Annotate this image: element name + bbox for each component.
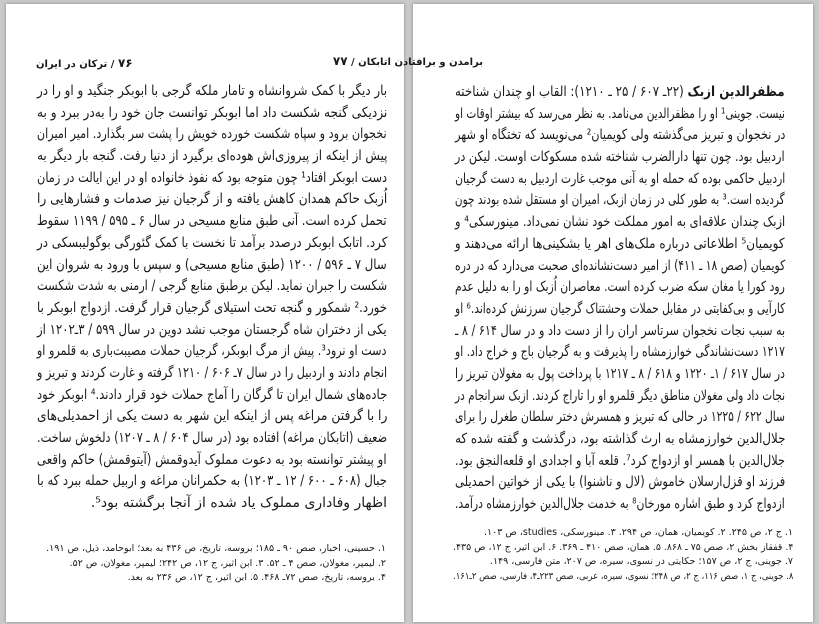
section-heading: مظفرالدین ازبک: [687, 84, 785, 100]
text-line: سال ۷ ـ ۵۹۶ / ۱۲۰۰ (طبق منابع مسیحی) و سپس با ورود به شروان این: [37, 256, 387, 273]
running-title: برامدن و برافتادن اتابکان: [358, 57, 483, 68]
text-line: یکی از دختران شاه گرجستان موجب نشد دوین در سال ۵۹۹ / ۳ـ۱۲۰۲ از: [37, 321, 387, 338]
text-line: سال ۶۲۲ / ۱۲۲۵ در حالی که تبریز و همسرش دختر سلطان طغرل را برای: [454, 409, 785, 426]
footnote-line: ۲. لیمپر، مغولان، صص ۴ ـ ۵۲. ۳. ابن اثیر، ج ۱۲، ص ۲۴۲؛ لیمپر، مغولان، ص ۵۲.: [69, 557, 386, 569]
text-line: نیست. جوینی¹ او را مظفرالدین می‌نامد. به نظر می‌رسد که بیشتر اوقات او: [455, 105, 785, 122]
text-line: جلال‌الدین با همسر او ازدواج کرد⁷. قلعه آبا و اجدادی او قلعه‌النجق بود.: [455, 452, 785, 469]
footnote-line: ۷. جوینی، ج ۲، ص ۱۵۷؛ حکایتی در نسوی، سیره، ص ۲۰۷، متن فارسی، ۱۴۹.: [489, 556, 793, 568]
text-line: دست او نرود³. پیش از مرگ ابوبکر، گرجیان حملات مصیبت‌باری به قلمرو او: [37, 343, 387, 360]
text-line: او پیشتر توانسته بود به دعوت مملوک آیدوقمش (آیتوقمش) حاکم واقعی: [37, 451, 387, 468]
header-separator: /: [110, 59, 115, 70]
left-page: [6, 4, 404, 622]
text-line: جاده‌های شمال ایران تا گرگان را آماج حملات خود قرار دادند.⁴ ابوبکر خود: [36, 386, 387, 403]
footnote-line: ۸. جوینی، ج ۱، صص ۱۱۶، ج ۲، ص ۲۴۸؛ نسوی، سیره، عربی، صص ۲۲۳ـ۴، فارسی، صص ۲ـ۱۶۱.: [452, 570, 793, 582]
text-line: تحمل کرده است. آنی طبق منابع مسیحی در سال ۶ ـ ۵۹۵ / ۱۱۹۹ سقوط: [37, 213, 387, 230]
text-line: شکست را جبران نماید. لیکن برطبق منابع گرجی / ارمنی به شدت شکست: [36, 278, 387, 295]
body-text: [37, 81, 387, 515]
page-number: ۷۷: [332, 54, 348, 68]
header-separator: /: [351, 57, 355, 68]
footnote-line: ۴. بروسه، تاریخ، صص ۷۲ـ ۴۶۸. ۵. ابن اثیر، ج ۱۲، ص ۲۳۶ به بعد.: [127, 572, 386, 584]
page-header: [333, 54, 483, 68]
text-line: نزدیکی گنجه شکست داد اما ابوبکر توانست جان خود را به‌در ببرد و به: [36, 104, 387, 121]
right-page: [332, 4, 813, 622]
footnote-line: ۱. حسینی، اخبار، صص ۹۰ ـ ۱۸۵؛ بروسه، تاریخ، ص ۴۳۶ به بعد؛ ابوحامد، ذیل، ص ۱۹۱.: [46, 543, 386, 554]
text-line: کویمیان (صص ۱۸ ـ ۴۱۱) از امیر دست‌نشانده‌ای صحبت می‌دارد که در دره: [454, 257, 785, 274]
body-text: [455, 82, 785, 516]
page-header: [36, 56, 133, 70]
footnotes: [46, 542, 386, 586]
text-line: در نخجوان و تبریز می‌گذشته ولی کویمیان² می‌نویسد که تختگاه او شهر: [454, 127, 785, 144]
text-line: ازدواج کرد و طبق اشاره مورخان⁸ به خدمت جلال‌الدین خوارزمشاه درآمد.: [455, 496, 785, 513]
text-line: ازبک چندان علاقه‌ای به امور مملکت خود نشان نمی‌داد. مینورسکی⁴ و: [454, 214, 785, 231]
text-line: کویمیان⁵ اطلاعاتی درباره ملک‌های اهر یا بشکینی‌ها ارائه می‌دهند و: [455, 235, 785, 252]
text-line: به سبب نجات نخجوان سرتاسر اران را از دست داد و در سال ۶۱۴ / ۸ ـ: [454, 322, 785, 339]
footnote-line: ۱. ج ۲، ص ۲۴۵. ۲. کویمیان، همان، ص ۲۹۴. ۳. مینورسکی، studies، ص ۱۰۳.: [483, 527, 793, 538]
text-line: جبال (۶۰۸ ـ ۶۰۰ / ۱۲ ـ ۱۲۰۳) به حکمرانان مراغه و اربیل حمله ببرد که با: [37, 473, 387, 490]
text-line: اُزبک حاکم همدان کاهش یافته و از گرجیان نیز صدمات و فشارهایی را: [36, 191, 387, 208]
text-line: اظهار وفاداری مملوک یاد شده از آنجا برگشته بود⁵.: [90, 495, 387, 512]
text-line: مظفرالدین ازبک (۲۲ـ ۶۰۷ / ۲۵ ـ ۱۲۱۰): القاب او چندان شناخته: [455, 84, 785, 100]
text-line: خورد.² شمکور و گنجه تحت استیلای گرجیان قرار گرفت. ازدواج ابوبکر با: [37, 299, 387, 316]
text-line: اردبیل حاکمی بوده که حمله او به آنی موجب غارت اردبیل به دست گرجیان: [454, 170, 785, 187]
text-line: در سال ۶۱۷ / ۱ـ ۱۲۲۰ و ۶۱۸ / ۸ ـ ۱۲۱۷ با پرداخت پول به مغولان تبریز را: [455, 365, 785, 382]
text-line: دست ابوبکر افتاد¹ چون متوجه بود که نفوذ خانواده او در این ایالت در زمان: [36, 169, 387, 186]
text-line: نخجوان برود و سپاه شکست خورده خویش را پشت سر بگذارد. امیر امیران: [37, 126, 387, 143]
text-line: کارآیی و بی‌کفایتی در مقابل حملات وحشتناک گرجیان سرزنش کرده‌اند.⁶ او: [454, 300, 785, 317]
text-line: رود کورا یا مغان سکه ضرب کرده است. معاصران اُزبک او را به دلیل عدم: [455, 279, 785, 296]
text-line: بار دیگر با کمک شروانشاه و تامار ملکه گرجی با ابوبکر جنگید و او را در: [36, 83, 387, 99]
text-line: نجات داد ولی مغولان مناطق دیگر قلمرو او را تاراج کردند. ازبک سرانجام در: [454, 387, 785, 404]
page-number: ۷۶: [117, 56, 133, 70]
footnote-line: ۴. قفقاز بخش ۲، صص ۷۵ ـ ۸۶۸. ۵. همان، صص ۴۱۰ ـ ۳۶۹. ۶. ابن اثیر، ج ۱۲، ص ۴۳۵.: [452, 541, 793, 553]
text-line: کرد. اتابک ابوبکر درصدد برآمد تا نخست با کمک گئورگی بوگولیبسکی در: [36, 234, 387, 251]
text-line: را با گرفتن مراغه پس از اینکه این شهر به دست یکی از احمدیلی‌های: [36, 408, 387, 425]
text-line: پیش از اینکه از پیروزی‌اش هوده‌ای برگیرد از دنیا رفت. گنجه بار دیگر به: [36, 148, 387, 165]
text-line: اردبیل بود. چون تنها دارالضرب شناخته شده مسکوکات اوست. لیکن در: [455, 149, 785, 166]
running-title: ترکان در ایران: [36, 59, 108, 70]
text-line: گردیده است.³ به طور کلی در زمان ازبک، امیران او مستقل شده بودند چون: [455, 192, 785, 209]
text-line: انجام دادند و اردبیل را در سال ۷ـ ۶۰۶ / ۱۲۱۰ گرفته و غارت کردند و تبریز و: [36, 364, 387, 381]
text-line: ۱۲۱۷ دست‌نشاندگی خوارزمشاه را پذیرفت و به گرجیان باج و خراج داد. او: [455, 344, 785, 361]
text-line: فرزند او قزل‌ارسلان خاموش (لال و ناشنوا) با یکی از خواتین احمدیلی: [454, 474, 785, 491]
text-line: جلال‌الدین خوارزمشاه به ارث گذاشته بود، درگذشت و گفته شده که: [454, 431, 785, 447]
footnotes: [453, 526, 793, 584]
text-line: ضعیف (اتابکان مراغه) افتاده بود (در سال ۶۰۴ / ۸ ـ ۱۲۰۷) دلخوش ساخت.: [36, 430, 387, 446]
